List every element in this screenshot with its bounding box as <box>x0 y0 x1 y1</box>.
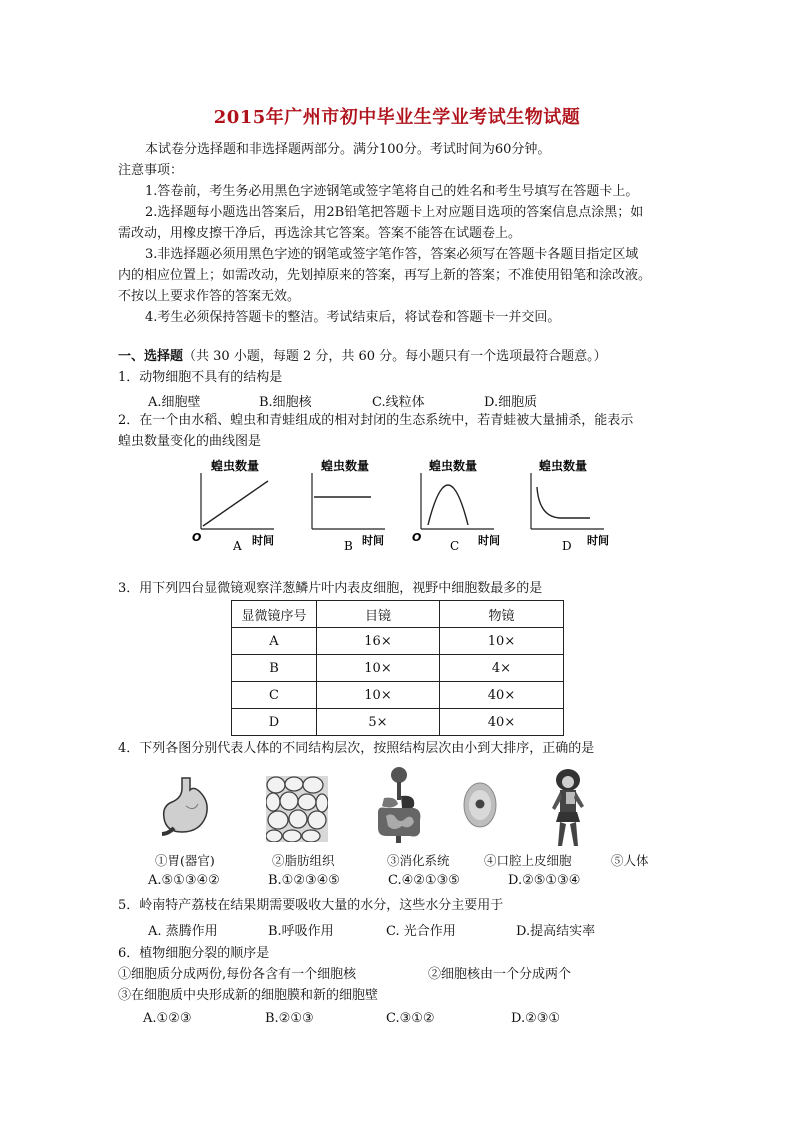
q4-label-5: ⑤人体 <box>611 853 649 868</box>
adipose-tissue-image <box>266 776 328 842</box>
table-cell: 5× <box>317 709 440 736</box>
table-cell: 10× <box>317 682 440 709</box>
graph-a-curve <box>203 481 268 526</box>
graph-a[interactable] <box>192 458 274 553</box>
table-row <box>232 655 564 682</box>
note-3-cont: 内的相应位置上；如需改动，先划掉原来的答案，再写上新的答案；不准使用铅笔和涂改液。 <box>118 268 652 283</box>
q5-option-b[interactable]: B.呼吸作用 <box>268 924 334 939</box>
section-heading <box>118 346 607 367</box>
graph-c[interactable] <box>412 458 500 553</box>
graph-b[interactable] <box>312 458 385 553</box>
table-header: 目镜 <box>317 601 440 628</box>
table-cell: C <box>232 682 317 709</box>
section-desc: （共 30 小题，每题 2 分，共 60 分。每小题只有一个选项最符合题意。） <box>183 349 607 364</box>
table-cell: 10× <box>440 628 564 655</box>
intro-text: 本试卷分选择题和非选择题两部分。满分100分。考试时间为60分钟。 <box>145 142 551 157</box>
q3-stem: 3．用下列四台显微镜观察洋葱鳞片叶内表皮细胞，视野中细胞数最多的是 <box>118 581 543 596</box>
q4-option-a[interactable]: A.⑤①③④② <box>148 873 220 888</box>
q5-option-d[interactable]: D.提高结实率 <box>516 924 596 939</box>
page-title: 2015年广州市初中毕业生学业考试生物试题 <box>213 107 581 128</box>
q2-stem-line1: 2．在一个由水稻、蝗虫和青蛙组成的相对封闭的生态系统中，若青蛙被大量捕杀，能表示 <box>118 413 634 428</box>
graph-b-ylabel: 蝗虫数量 <box>321 459 370 473</box>
q4-option-c[interactable]: C.④②①③⑤ <box>388 873 460 888</box>
q5-option-a[interactable]: A. 蒸腾作用 <box>148 924 218 939</box>
q6-step-1: ①细胞质分成两份,每份各含有一个细胞核 <box>118 967 357 982</box>
graph-d-curve <box>537 487 590 518</box>
q6-option-b[interactable]: B.②①③ <box>265 1011 314 1026</box>
q6-step-3: ③在细胞质中央形成新的细胞膜和新的细胞壁 <box>118 988 379 1003</box>
q4-option-b[interactable]: B.①②③④⑤ <box>268 873 340 888</box>
table-cell: A <box>232 628 317 655</box>
q1-option-a[interactable]: A.细胞壁 <box>148 395 201 410</box>
table-header: 物镜 <box>440 601 564 628</box>
graph-b-xlabel: 时间 <box>362 534 384 547</box>
table-cell: 40× <box>440 709 564 736</box>
graph-a-ylabel: 蝗虫数量 <box>211 459 260 473</box>
graph-a-origin: O <box>192 531 202 544</box>
table-cell: 4× <box>440 655 564 682</box>
q5-option-c[interactable]: C. 光合作用 <box>386 924 456 939</box>
note-3: 3.非选择题必须用黑色字迹的钢笔或签字笔作答，答案必须写在答题卡各题目指定区域 <box>145 247 639 262</box>
human-body-image <box>546 768 590 850</box>
note-2-cont: 需改动，用橡皮擦干净后，再选涂其它答案。答案不能答在试题卷上。 <box>118 226 522 241</box>
note-3-cont2: 不按以上要求作答的答案无效。 <box>118 289 301 304</box>
table-row <box>232 682 564 709</box>
q4-stem: 4．下列各图分别代表人体的不同结构层次，按照结构层次由小到大排序，正确的是 <box>118 741 595 756</box>
q1-stem: 1．动物细胞不具有的结构是 <box>118 370 283 385</box>
q1-option-b[interactable]: B.细胞核 <box>259 395 312 410</box>
graph-c-origin: O <box>412 531 422 544</box>
q4-label-3: ③消化系统 <box>387 853 450 868</box>
q6-option-c[interactable]: C.③①② <box>386 1011 435 1026</box>
microscope-table <box>231 600 564 736</box>
graph-d[interactable] <box>531 458 609 553</box>
section-title: 一、选择题 <box>118 349 184 364</box>
table-cell: 40× <box>440 682 564 709</box>
graph-d-letter: D <box>562 539 572 553</box>
q6-option-d[interactable]: D.②③① <box>511 1011 561 1026</box>
table-row <box>232 628 564 655</box>
table-row <box>232 709 564 736</box>
q6-stem: 6．植物细胞分裂的顺序是 <box>118 946 270 961</box>
table-cell: 16× <box>317 628 440 655</box>
note-4: 4.考生必须保持答题卡的整洁。考试结束后，将试卷和答题卡一并交回。 <box>145 310 561 325</box>
q2-stem-line2: 蝗虫数量变化的曲线图是 <box>118 434 262 449</box>
epithelial-cell-image <box>462 780 498 830</box>
graph-b-letter: B <box>344 539 353 553</box>
q4-label-1: ①胃(器官) <box>155 853 215 868</box>
note-1: 1.答卷前，考生务必用黑色字迹钢笔或签字笔将自己的姓名和考生号填写在答题卡上。 <box>145 184 639 199</box>
table-header-row <box>232 601 564 628</box>
graph-a-letter: A <box>233 539 242 553</box>
q4-label-4: ④口腔上皮细胞 <box>484 853 572 868</box>
table-header: 显微镜序号 <box>232 601 317 628</box>
graph-a-xlabel: 时间 <box>252 534 274 547</box>
q1-option-c[interactable]: C.线粒体 <box>372 395 425 410</box>
note-2: 2.选择题每小题选出答案后，用2B铅笔把答题卡上对应题目选项的答案信息点涂黑；如 <box>145 205 644 220</box>
graph-d-ylabel: 蝗虫数量 <box>539 459 588 473</box>
q6-option-a[interactable]: A.①②③ <box>143 1011 192 1026</box>
graph-c-ylabel: 蝗虫数量 <box>429 459 478 473</box>
graph-c-curve <box>428 485 468 525</box>
stomach-image <box>160 776 212 838</box>
table-cell: D <box>232 709 317 736</box>
q5-stem: 5．岭南特产荔枝在结果期需要吸收大量的水分，这些水分主要用于 <box>118 898 504 913</box>
table-cell: 10× <box>317 655 440 682</box>
q2-graphs <box>180 455 640 555</box>
graph-c-xlabel: 时间 <box>478 534 500 547</box>
q4-label-2: ②脂肪组织 <box>272 853 335 868</box>
q1-option-d[interactable]: D.细胞质 <box>484 395 538 410</box>
digestive-system-image <box>370 766 428 844</box>
graph-c-letter: C <box>450 539 460 553</box>
q4-option-d[interactable]: D.②⑤①③④ <box>508 873 581 888</box>
graph-d-xlabel: 时间 <box>587 534 609 547</box>
notes-label: 注意事项： <box>118 163 184 178</box>
table-cell: B <box>232 655 317 682</box>
q6-step-2: ②细胞核由一个分成两个 <box>428 967 572 982</box>
